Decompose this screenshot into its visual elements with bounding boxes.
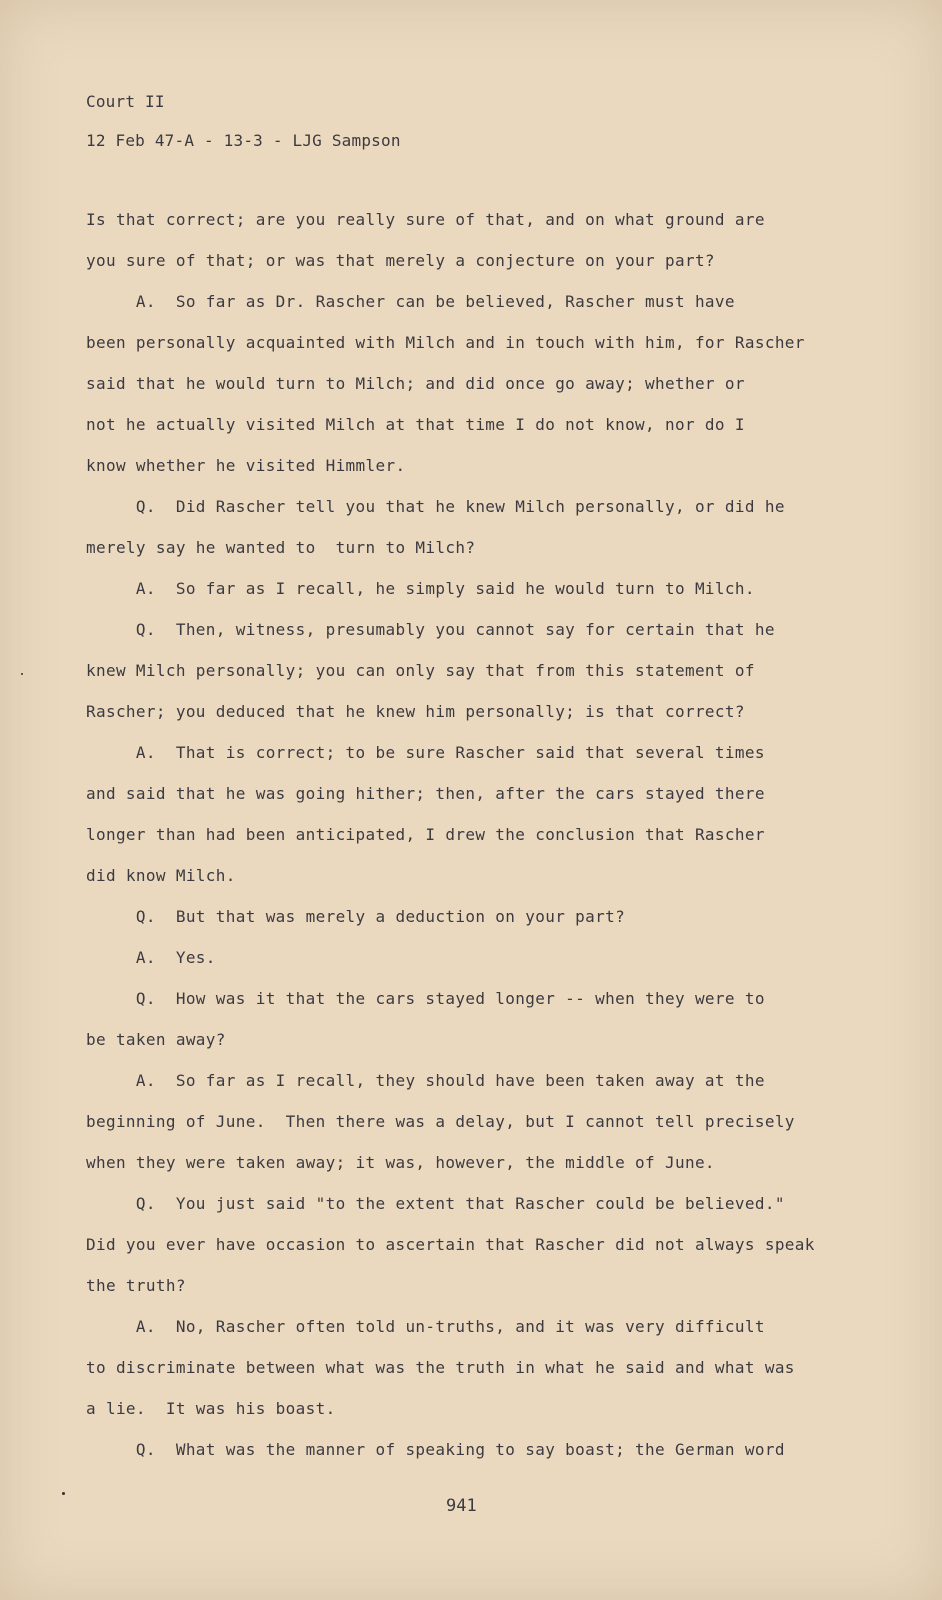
session-reference: 12 Feb 47-A - 13-3 - LJG Sampson <box>86 131 401 150</box>
paper-speck <box>21 673 23 675</box>
transcript-line: to discriminate between what was the truth in what he said and what was <box>86 1358 795 1377</box>
transcript-line: knew Milch personally; you can only say that from this statement of <box>86 661 755 680</box>
transcript-line: and said that he was going hither; then, after the cars stayed there <box>86 784 765 803</box>
page-number: 941 <box>446 1496 477 1516</box>
transcript-line: a lie. It was his boast. <box>86 1399 336 1418</box>
transcript-line: Q. How was it that the cars stayed longer -- when they were to <box>86 989 765 1008</box>
transcript-line: not he actually visited Milch at that time I do not know, nor do I <box>86 415 745 434</box>
transcript-line: A. So far as I recall, he simply said he would turn to Milch. <box>86 579 755 598</box>
transcript-line: A. Yes. <box>86 948 216 967</box>
transcript-line: said that he would turn to Milch; and did once go away; whether or <box>86 374 745 393</box>
transcript-line: A. So far as Dr. Rascher can be believed, Rascher must have <box>86 292 735 311</box>
transcript-line: you sure of that; or was that merely a conjecture on your part? <box>86 251 715 270</box>
transcript-line: Is that correct; are you really sure of that, and on what ground are <box>86 210 765 229</box>
transcript-line: A. No, Rascher often told un-truths, and it was very difficult <box>86 1317 765 1336</box>
transcript-line: A. So far as I recall, they should have been taken away at the <box>86 1071 765 1090</box>
transcript-line: longer than had been anticipated, I drew the conclusion that Rascher <box>86 825 765 844</box>
paper-speck <box>62 1492 65 1495</box>
transcript-line: Did you ever have occasion to ascertain that Rascher did not always speak <box>86 1235 815 1254</box>
transcript-line: A. That is correct; to be sure Rascher said that several times <box>86 743 765 762</box>
transcript-line: beginning of June. Then there was a delay, but I cannot tell precisely <box>86 1112 795 1131</box>
transcript-line: Q. Did Rascher tell you that he knew Milch personally, or did he <box>86 497 785 516</box>
transcript-line: Q. You just said "to the extent that Rascher could be believed." <box>86 1194 785 1213</box>
transcript-line: be taken away? <box>86 1030 226 1049</box>
transcript-line: been personally acquainted with Milch and in touch with him, for Rascher <box>86 333 805 352</box>
court-label: Court II <box>86 92 165 111</box>
transcript-line: when they were taken away; it was, however, the middle of June. <box>86 1153 715 1172</box>
transcript-line: the truth? <box>86 1276 186 1295</box>
transcript-line: Q. But that was merely a deduction on your part? <box>86 907 626 926</box>
transcript-line: did know Milch. <box>86 866 236 885</box>
transcript-line: merely say he wanted to turn to Milch? <box>86 538 476 557</box>
transcript-line: Q. What was the manner of speaking to say boast; the German word <box>86 1440 785 1459</box>
transcript-line: Rascher; you deduced that he knew him personally; is that correct? <box>86 702 745 721</box>
transcript-line: know whether he visited Himmler. <box>86 456 406 475</box>
transcript-line: Q. Then, witness, presumably you cannot say for certain that he <box>86 620 775 639</box>
